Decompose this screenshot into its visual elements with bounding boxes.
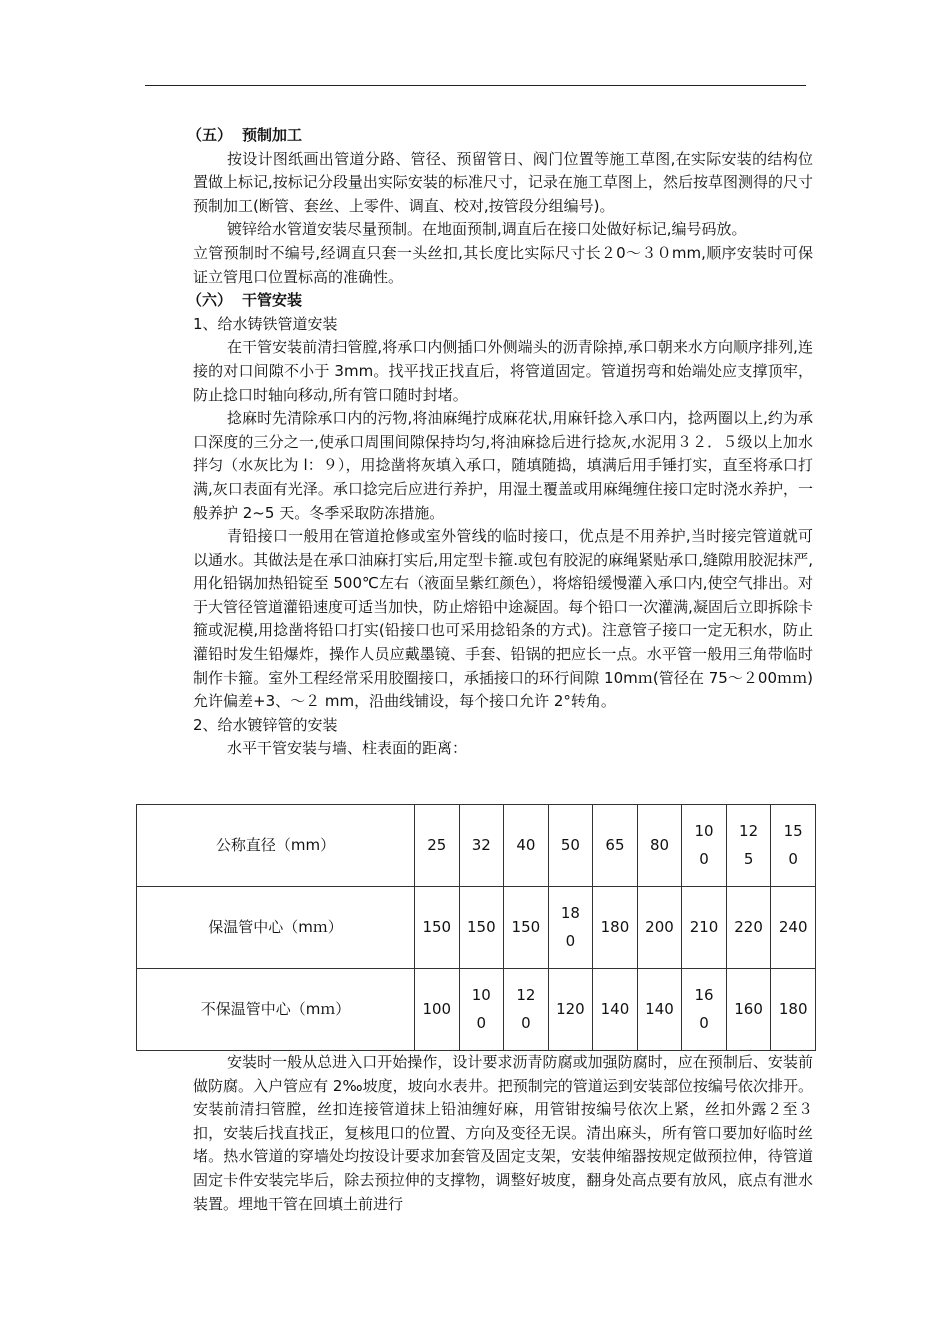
table-cell: 125 bbox=[726, 805, 771, 887]
table-caption: 水平干管安装与墙、柱表面的距离： bbox=[227, 739, 468, 758]
table-cell: 180 bbox=[771, 969, 816, 1051]
table-cell: 150 bbox=[771, 805, 816, 887]
subsection-2-heading: 2、给水镀锌管的安装 bbox=[193, 715, 338, 734]
table-cell: 150 bbox=[504, 887, 549, 969]
table-cell: 120 bbox=[504, 969, 549, 1051]
table-row bbox=[137, 805, 816, 887]
row-label: 保温管中心（mｍ） bbox=[137, 887, 415, 969]
table-cell: 65 bbox=[593, 805, 638, 887]
after-table-paragraph: 安装时一般从总进入口开始操作，设计要求沥青防腐或加强防腐时，应在预制后、安装前做防腐。入户管应有 2‰坡度，坡向水表井。把预制完的管道运到安装部位按编号依次排开。安装前清扫管膛，丝扣连接管道抹上铅油缠好麻，用管钳按编号依次上紧，丝扣外露２至３扣，安装后找直找正，复核甩口的位置、方向及变径无误。清出麻头，所有管口要加好临时丝堵。热水管道的穿墙处均按设计要求加套管及固定支架，安装伸缩器按规定做预拉伸，待管道固定卡件安装完毕后，除去预拉伸的支撑物，调整好坡度，翻身处高点要有放风，底点有泄水装置。埋地干管在回填土前进行 bbox=[193, 1053, 813, 1213]
table-cell: 210 bbox=[682, 887, 727, 969]
subsection-1-paragraph-2: 捻麻时先清除承口内的污物,将油麻绳拧成麻花状,用麻钎捻入承口内，捻两圈以上,约为承口深度的三分之一,使承口周围间隙保持均匀,将油麻捻后进行捻灰,水泥用３２．５级以上加水拌匀（水灰比为 l：９），用捻凿将灰填入承口，随填随捣，填满后用手锤打实，直至将承口打满,灰口表面有光泽。承口捻完后应进行养护，用湿土覆盖或用麻绳缠住接口定时浇水养护，一般养护 2~5 天。冬季采取防冻措施。 bbox=[193, 409, 813, 522]
table-cell: 160 bbox=[682, 969, 727, 1051]
section-5-paragraph-2: 镀锌给水管道安装尽量预制。在地面预制,调直后在接口处做好标记,编号码放。 bbox=[227, 220, 747, 239]
section-5-paragraph-3: 立管预制时不编号,经调直只套一头丝扣,其长度比实际尺寸长２0～３０mm,顺序安装时可保证立管甩口位置标高的准确性。 bbox=[193, 243, 813, 286]
row-label: 公称直径（mm） bbox=[137, 805, 415, 887]
table-cell: 32 bbox=[459, 805, 504, 887]
table-cell: 100 bbox=[415, 969, 460, 1051]
table-cell: 140 bbox=[637, 969, 682, 1051]
table-cell: 220 bbox=[726, 887, 771, 969]
table-cell: 25 bbox=[415, 805, 460, 887]
table-cell: 80 bbox=[637, 805, 682, 887]
header-rule bbox=[145, 85, 806, 86]
table-cell: 50 bbox=[548, 805, 593, 887]
table-cell: 150 bbox=[415, 887, 460, 969]
table-cell: 240 bbox=[771, 887, 816, 969]
table-row bbox=[137, 969, 816, 1051]
table-cell: 180 bbox=[548, 887, 593, 969]
table-cell: 100 bbox=[459, 969, 504, 1051]
table-cell: 160 bbox=[726, 969, 771, 1051]
table-cell: 180 bbox=[593, 887, 638, 969]
section-5-heading: （五） 预制加工 bbox=[187, 126, 303, 144]
subsection-1-paragraph-1: 在干管安装前清扫管膛,将承口内侧插口外侧端头的沥青除掉,承口朝来水方向顺序排列,连接的对口间隙不小于 3mm。找平找正找直后，将管道固定。管道拐弯和始端处应支撑顶牢，防止捻口时轴向移动,所有管口随时封堵。 bbox=[193, 338, 813, 404]
table-cell: 140 bbox=[593, 969, 638, 1051]
table-cell: 120 bbox=[548, 969, 593, 1051]
section-6-heading: （六） 干管安装 bbox=[187, 291, 303, 310]
table-cell: 200 bbox=[637, 887, 682, 969]
row-label: 不保温管中心（mｍ） bbox=[137, 969, 415, 1051]
table-row bbox=[137, 887, 816, 969]
table-cell: 100 bbox=[682, 805, 727, 887]
subsection-1-paragraph-3: 青铅接口一般用在管道抢修或室外管线的临时接口，优点是不用养护,当时接完管道就可以通水。其做法是在承口油麻打实后,用定型卡箍.或包有胶泥的麻绳紧贴承口,缝隙用胶泥抹严,用化铅锅加热铅锭至 500℃左右（液面呈紫红颜色），将熔铅缓慢灌入承口内,使空气排出。对于大管径管道灌铅速度可适当加快，防止熔铅中途凝固。每个铅口一次灌满,凝固后立即拆除卡箍或泥模,用捻凿将铅口打实(铅接口也可采用捻铅条的方式)。注意管子接口一定无积水，防止灌铅时发生铅爆炸，操作人员应戴墨镜、手套、铅锅的把应长一点。水平管一般用三角带临时制作卡箍。室外工程经常采用胶圈接口，承插接口的环行间隙 10mｍ(管径在 75～２00ｍｍ)允许偏差+3、～２ mm，沿曲线铺设，每个接口允许 2°转角。 bbox=[193, 527, 813, 711]
pipe-distance-table bbox=[136, 804, 816, 1051]
document-body bbox=[187, 124, 813, 761]
table-cell: 40 bbox=[504, 805, 549, 887]
table-cell: 150 bbox=[459, 887, 504, 969]
subsection-1-heading: 1、给水铸铁管道安装 bbox=[193, 314, 338, 333]
section-5-paragraph-1: 按设计图纸画出管道分路、管径、预留管日、阀门位置等施工草图,在实际安装的结构位置做上标记,按标记分段量出实际安装的标准尺寸，记录在施工草图上，然后按草图测得的尺寸预制加工(断管、套丝、上零件、调直、校对,按管段分组编号)。 bbox=[193, 149, 813, 215]
after-table-body bbox=[193, 1051, 813, 1216]
